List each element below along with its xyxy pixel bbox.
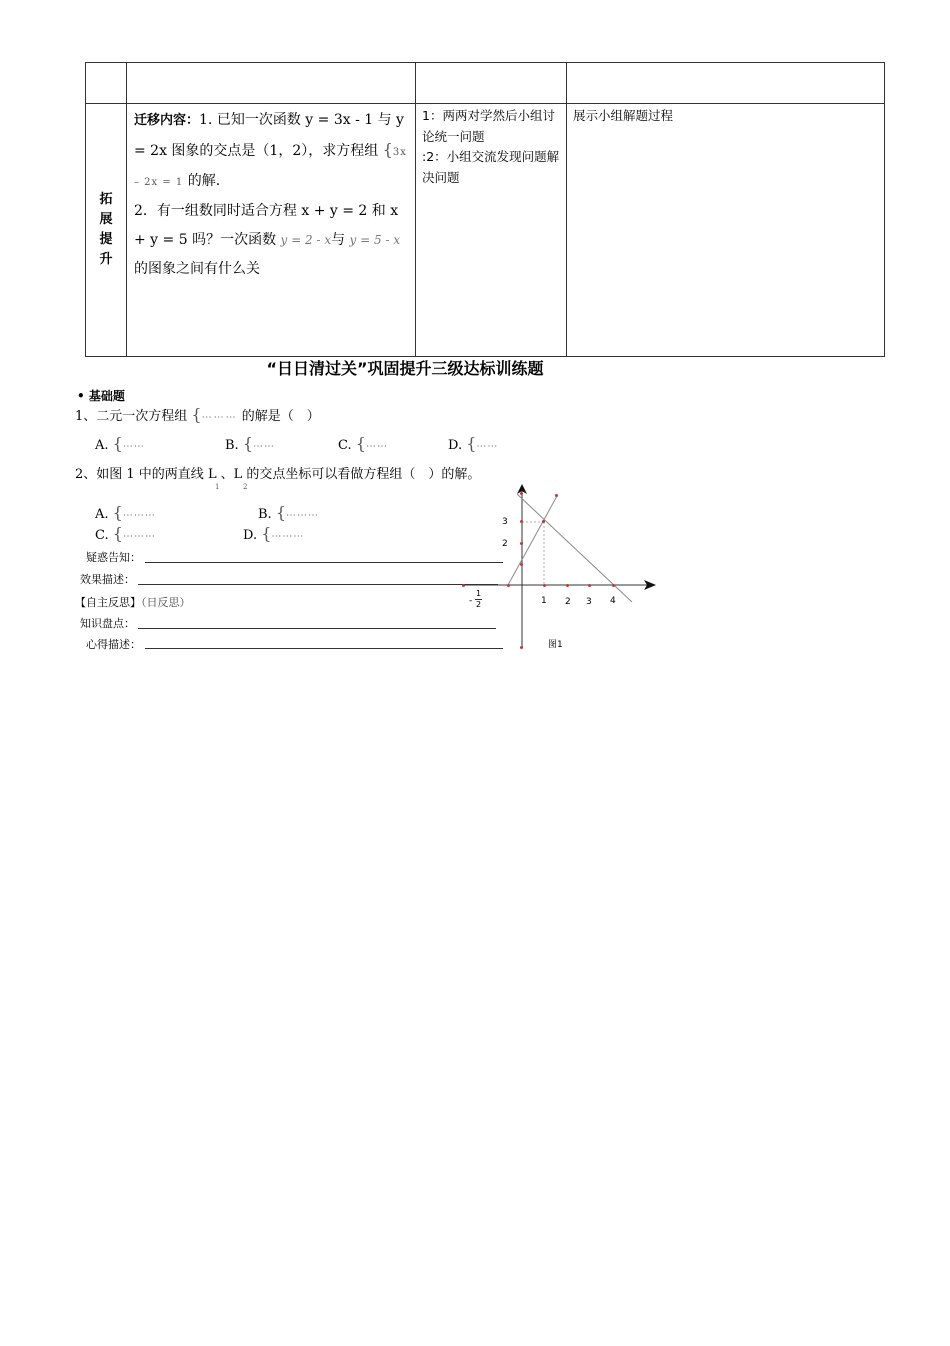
function-2: y = 5 - x	[349, 233, 401, 247]
point	[520, 520, 523, 523]
content-p2: 2．有一组数同时适合方程 x + y = 2 和 x + y = 5 吗？一次函数	[134, 203, 399, 248]
q1-option-a[interactable]: A. {⋯⋯	[95, 434, 145, 453]
q1-option-c[interactable]: C. {⋯⋯	[338, 434, 388, 453]
q1-system-placeholder: ⋯⋯⋯	[201, 412, 238, 423]
knowledge-label: 知识盘点：	[80, 617, 135, 630]
feeling-field[interactable]	[145, 648, 503, 649]
brace-icon: {	[191, 405, 202, 424]
brace-icon: {	[112, 524, 123, 543]
reflect-heading: 【自主反思】（日反思）	[75, 596, 191, 609]
effect-label: 效果描述：	[80, 573, 135, 586]
table-row-empty	[86, 63, 885, 104]
q1-option-d[interactable]: D. {⋯⋯	[448, 434, 499, 453]
point	[507, 584, 510, 587]
question-2: 2、如图 1 中的两直线 L 、L 的交点坐标可以看做方程组（ ）的解。	[75, 467, 481, 482]
content-cell: 迁移内容：1. 已知一次函数 y = 3x - 1 与 y = 2x 图象的交点是（1，2），求方程组 {3x – 2x = 1 的解. 2．有一组数同时适合方程 x + y = 2 和 x + y = 5 吗？一次函数 y = 2 - x与 y = 5 - x 的图象之间有什么关	[127, 104, 416, 357]
doubt-label: 疑惑告知：	[86, 551, 141, 564]
section-label: 拓 展 提 升	[86, 104, 127, 357]
brace-icon: {	[112, 434, 123, 453]
q1-option-b[interactable]: B. {⋯⋯	[225, 434, 276, 453]
point	[555, 494, 558, 497]
brace-icon: {	[355, 434, 366, 453]
line-l1	[508, 496, 557, 585]
teacher-activity-cell: 展示小组解题过程	[567, 104, 885, 357]
table-row-extension	[86, 104, 885, 357]
point	[612, 584, 615, 587]
figure-1: 3 2 1 2 3 4 - 1 2 图1	[460, 482, 660, 652]
page-title: “日日清过关”巩固提升三级达标训练题	[266, 359, 544, 378]
point	[566, 584, 569, 587]
brace-icon: {	[466, 434, 477, 453]
brace-icon: {	[275, 503, 287, 522]
point	[520, 492, 523, 495]
q2-option-c[interactable]: C. {⋯⋯⋯	[95, 524, 156, 543]
point	[520, 646, 523, 649]
point	[520, 563, 523, 566]
point	[543, 584, 546, 587]
doubt-field[interactable]	[145, 562, 503, 563]
point	[462, 584, 465, 587]
point	[520, 542, 523, 545]
q2-option-d[interactable]: D. {⋯⋯⋯	[243, 524, 305, 543]
brace-icon: {	[112, 503, 123, 522]
brace-icon: {	[242, 434, 254, 453]
knowledge-field[interactable]	[138, 628, 496, 629]
equation-system: 3x – 2x = 1	[134, 147, 407, 188]
function-1: y = 2 - x	[280, 233, 332, 247]
feeling-label: 心得描述：	[86, 638, 141, 651]
effect-field[interactable]	[138, 584, 498, 585]
student-activity-cell: 1：两两对学然后小组讨论统一问题 :2：小组交流发现问题解决问题	[416, 104, 567, 357]
intersection-point	[542, 520, 545, 523]
brace-icon: {	[261, 524, 272, 543]
content-heading: 迁移内容：	[134, 113, 200, 128]
figure-caption: 图1	[548, 640, 563, 650]
q2-option-b[interactable]: B. {⋯⋯⋯	[258, 503, 320, 522]
brace-icon: {	[382, 140, 393, 159]
lesson-table	[85, 62, 885, 357]
question-1: 1、二元一次方程组 {⋯⋯⋯ 的解是（ ）	[75, 405, 320, 424]
q2-option-a[interactable]: A. {⋯⋯⋯	[95, 503, 156, 522]
graph-svg	[460, 482, 660, 652]
content-p1: 1. 已知一次函数 y = 3x - 1 与 y = 2x 图象的交点是（1，2），求方程组	[134, 112, 404, 159]
point	[588, 584, 591, 587]
basic-heading: • 基础题	[77, 389, 125, 403]
